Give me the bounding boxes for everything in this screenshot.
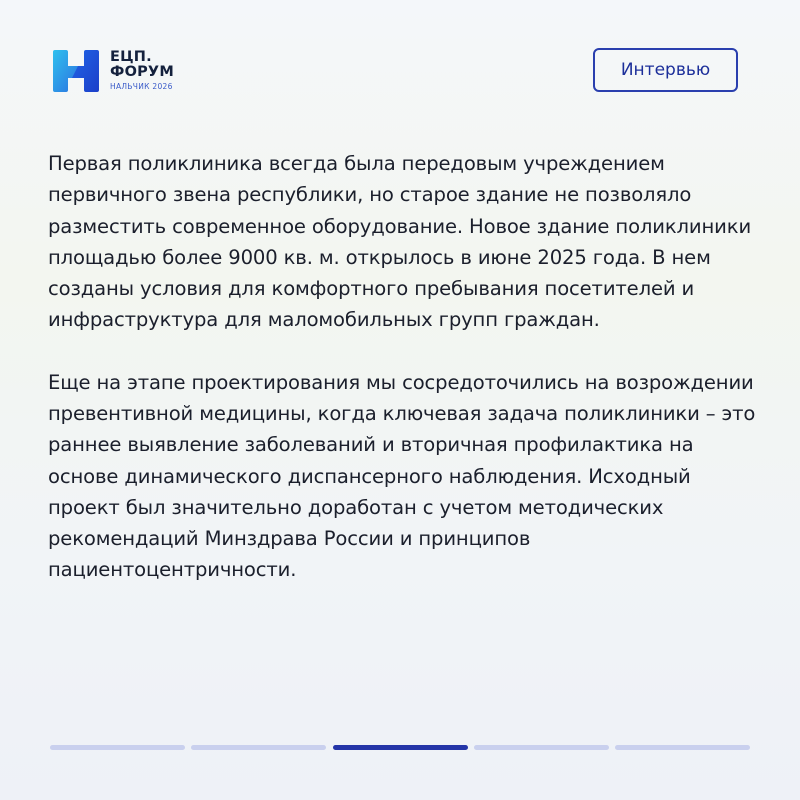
slide-progress-indicator	[50, 745, 750, 750]
progress-segment-4	[474, 745, 609, 750]
forum-logo-text	[110, 50, 174, 92]
logo-subtitle: НАЛЬЧИК 2026	[110, 82, 173, 91]
interview-badge: Интервью	[593, 48, 738, 92]
logo-line-2: ФОРУМ	[110, 64, 174, 80]
article-text	[48, 148, 760, 586]
forum-logo-mark-icon	[50, 48, 102, 94]
progress-segment-5	[615, 745, 750, 750]
progress-segment-3	[333, 745, 468, 750]
paragraph-2: Еще на этапе проектирования мы сосредоточились на возрождении превентивной медицины, когда ключевая задача поликлиники – это раннее выявление заболеваний и вторичная профилактика на основе динамического диспансерного наблюдения. Исходный проект был значительно доработан с учетом методических рекомендаций Минздрава России и принципов пациентоцентричности.	[48, 370, 756, 582]
forum-logo	[50, 48, 174, 94]
logo-line-1: ЕЦП.	[110, 49, 152, 65]
paragraph-1: Первая поликлиника всегда была передовым учреждением первичного звена республики, но старое здание не позволяло разместить современное оборудование. Новое здание поликлиники площадью более 9000 кв. м. открылось в июне 2025 года. В нем созданы условия для комфортного пребывания посетителей и инфраструктура для маломобильных групп граждан.	[48, 152, 752, 332]
progress-segment-2	[191, 745, 326, 750]
progress-segment-1	[50, 745, 185, 750]
